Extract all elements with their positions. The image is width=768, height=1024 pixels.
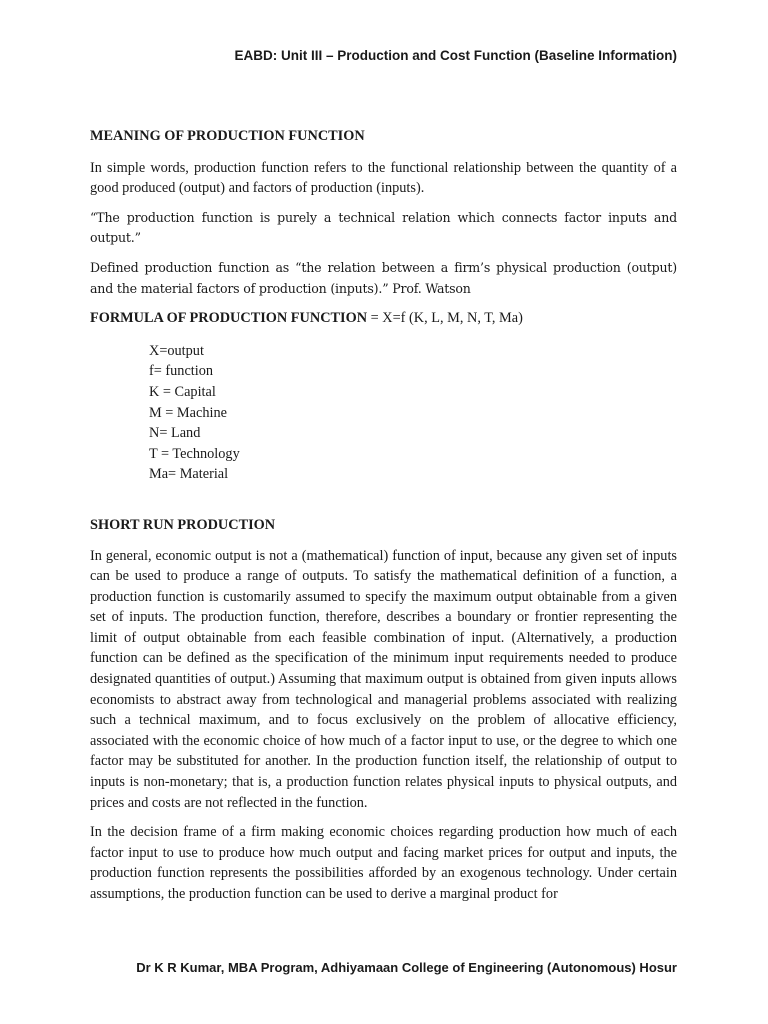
formula-line <box>90 308 677 329</box>
formula-expression: = X=f (K, L, M, N, T, Ma) <box>367 310 523 327</box>
page-header: EABD: Unit III – Production and Cost Function (Baseline Information) <box>234 48 677 63</box>
list-item: Ma= Material <box>149 466 229 483</box>
list-item: N= Land <box>149 425 201 442</box>
paragraph-short-run-1: In general, economic output is not a (mathematical) function of input, because any given set of inputs can be used to produce a range of outputs. To satisfy the mathematical definition of a function, a production function is customarily assumed to specify the maximum output obtainable from a given set of inputs. The production function, therefore, describes a boundary or frontier representing the limit of output obtainable from each feasible combination of input. (Alternatively, a production function can be defined as the specification of the minimum input requirements needed to produce designated quantities of output.) Assuming that maximum output is obtained from given inputs allows economists to abstract away from technological and managerial problems associated with realizing such a technical maximum, and to focus exclusively on the problem of allocative efficiency, associated with the economic choice of how much of a factor input to use, or the degree to which one factor may be substituted for another. In the production function itself, the relationship of output to inputs is non-monetary; that is, a production function relates physical inputs to physical outputs, and prices and costs are not reflected in the function. <box>90 547 677 811</box>
paragraph-definition: In simple words, production function refers to the functional relationship between the quantity of a good produced (output) and factors of production (inputs). <box>90 159 677 197</box>
list-item: f= function <box>149 363 214 380</box>
formula-label: FORMULA OF PRODUCTION FUNCTION <box>90 310 368 327</box>
section-heading-short-run: SHORT RUN PRODUCTION <box>90 516 276 533</box>
paragraph-short-run-2: In the decision frame of a firm making economic choices regarding production how much of each factor input to use to produce how much output and facing market prices for output and inputs, the production function represents the possibilities afforded by an exogenous technology. Under certain assumptions, the production function can be used to derive a marginal product for <box>90 824 677 902</box>
document-body <box>90 126 677 914</box>
formula-variable-list <box>149 341 677 485</box>
quote-technical-relation: “The production function is purely a technical relation which connects factor inputs and output.” <box>90 209 677 246</box>
list-item: T = Technology <box>149 445 240 462</box>
list-item: M = Machine <box>149 404 227 421</box>
quote-watson: Defined production function as “the relation between a firm’s physical production (output) and the material factors of production (inputs).” Prof. Watson <box>90 259 677 296</box>
section-heading-meaning: MEANING OF PRODUCTION FUNCTION <box>90 128 365 144</box>
list-item: K = Capital <box>149 383 216 400</box>
page-footer: Dr K R Kumar, MBA Program, Adhiyamaan College of Engineering (Autonomous) Hosur <box>136 960 677 975</box>
list-item: X=output <box>149 342 204 359</box>
